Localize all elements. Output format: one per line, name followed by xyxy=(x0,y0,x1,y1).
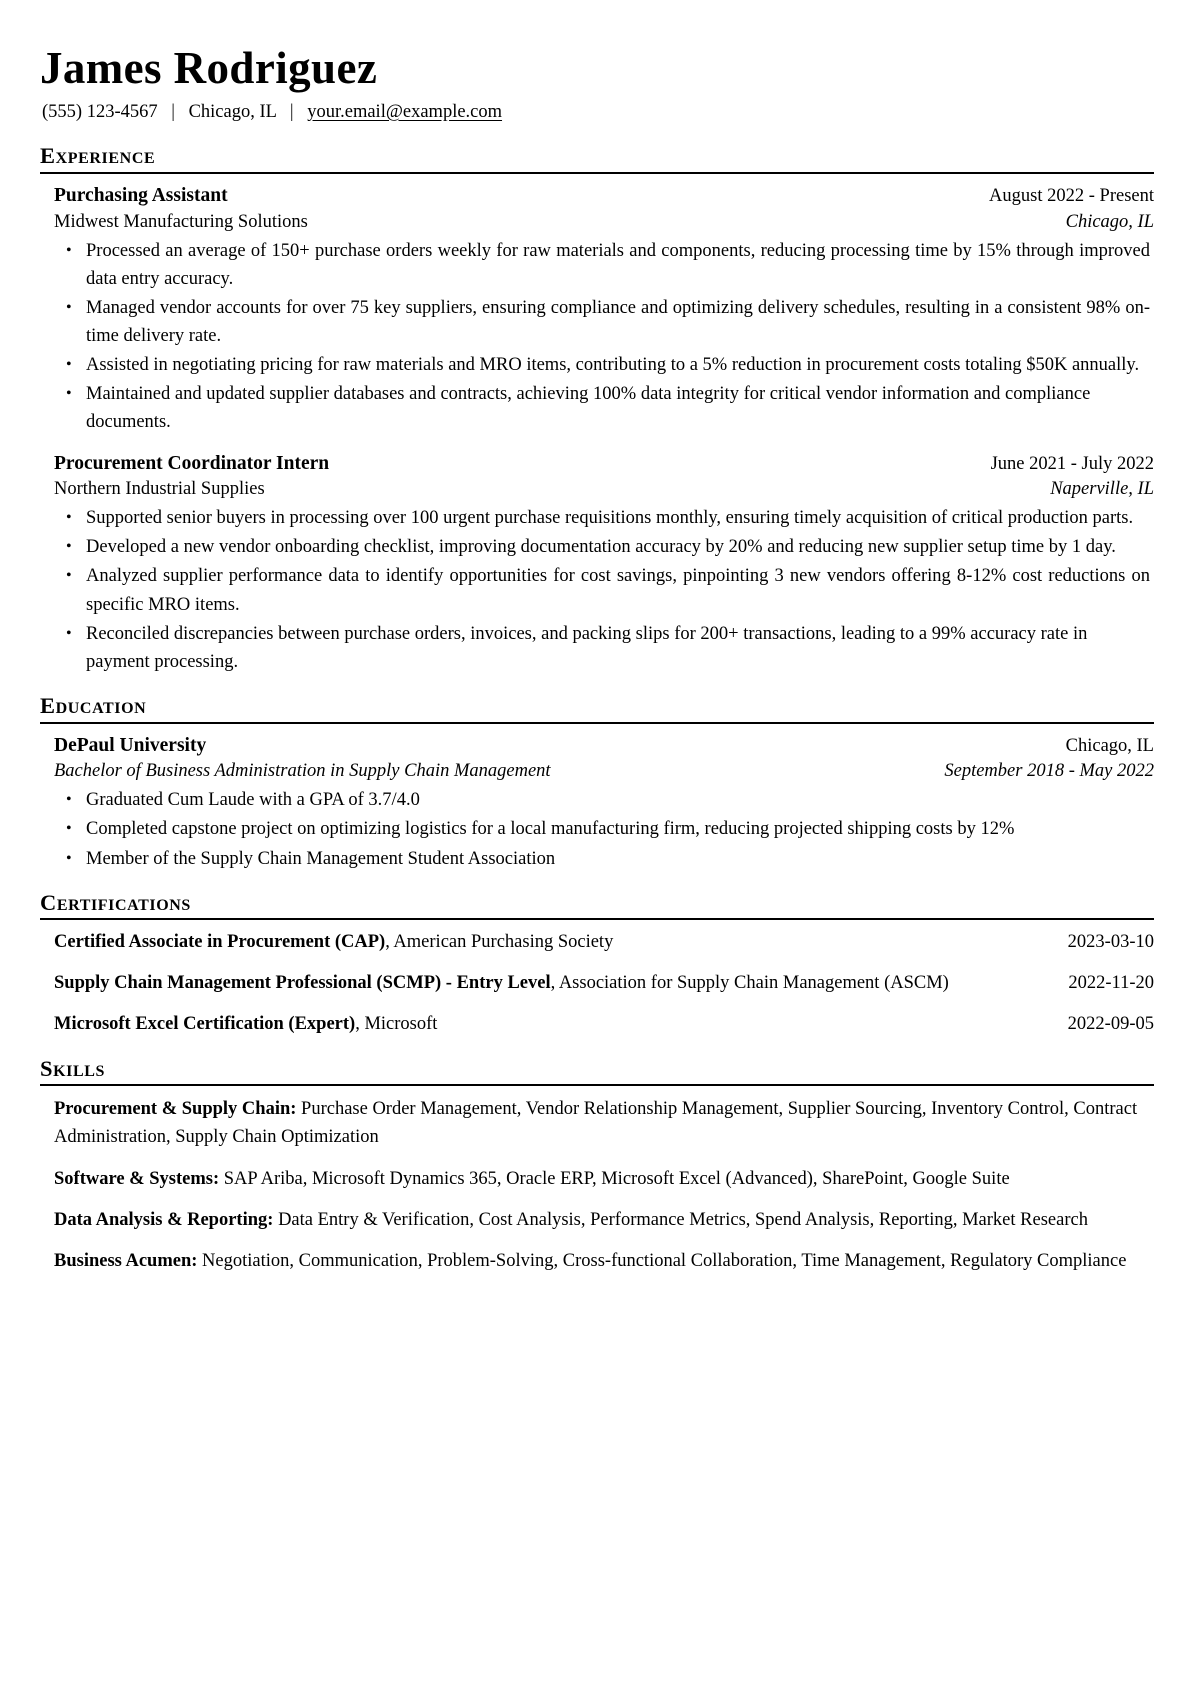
degree-name: Bachelor of Business Administration in Supply Chain Management xyxy=(54,761,551,782)
resume-header xyxy=(40,44,1154,126)
skill-items: SAP Ariba, Microsoft Dynamics 365, Oracle ERP, Microsoft Excel (Advanced), SharePoint, Google Suite xyxy=(219,1168,1010,1189)
education-entry xyxy=(40,733,1154,873)
phone-number: (555) 123-4567 xyxy=(42,101,158,122)
certification-entry xyxy=(40,1011,1154,1039)
contact-location: Chicago, IL xyxy=(188,101,277,122)
skill-items: Negotiation, Communication, Problem-Solving, Cross-functional Collaboration, Time Management, Regulatory Compliance xyxy=(197,1250,1127,1271)
email-link[interactable]: your.email@example.com xyxy=(307,101,503,122)
certification-text xyxy=(54,932,613,952)
job-date: August 2022 - Present xyxy=(989,186,1154,207)
job-date: June 2021 - July 2022 xyxy=(990,453,1154,474)
contact-line xyxy=(42,99,1154,127)
certification-name: Microsoft Excel Certification (Expert) xyxy=(54,1013,356,1034)
section-heading-education: Education xyxy=(40,692,147,718)
skill-category-row xyxy=(40,1165,1154,1193)
skill-category-label: Data Analysis & Reporting: xyxy=(54,1209,274,1230)
skill-items: Data Entry & Verification, Cost Analysis, Performance Metrics, Spend Analysis, Reporting, Market Research xyxy=(273,1209,1088,1230)
list-item: • Reconciled discrepancies between purchase orders, invoices, and packing slips for 200+ transactions, leading to a 99% accuracy rate in payment processing. xyxy=(40,620,1154,676)
list-item: • Completed capstone project on optimizing logistics for a local manufacturing firm, reducing projected shipping costs by 12% xyxy=(40,815,1154,843)
list-item: • Developed a new vendor onboarding checklist, improving documentation accuracy by 20% and reducing new supplier setup time by 1 day. xyxy=(40,533,1154,561)
job-title: Purchasing Assistant xyxy=(54,185,228,207)
experience-section xyxy=(40,144,1154,676)
education-degree-row xyxy=(40,759,1154,784)
job-location: Chicago, IL xyxy=(1065,211,1154,232)
certification-date: 2023-03-10 xyxy=(1067,932,1154,953)
job-bullet-list xyxy=(40,237,1154,437)
company-name: Northern Industrial Supplies xyxy=(54,479,265,500)
experience-title-row xyxy=(40,451,1154,478)
experience-entry xyxy=(40,183,1154,436)
job-bullet-list xyxy=(40,504,1154,676)
list-item: • Graduated Cum Laude with a GPA of 3.7/4.0 xyxy=(40,786,1154,814)
certifications-section xyxy=(40,891,1154,1039)
list-item: • Analyzed supplier performance data to identify opportunities for cost savings, pinpointing 3 new vendors offering 8-12% cost reductions on specific MRO items. xyxy=(40,562,1154,618)
section-heading-skills: Skills xyxy=(40,1055,106,1081)
certification-issuer: , American Purchasing Society xyxy=(385,932,614,953)
list-item: • Managed vendor accounts for over 75 key suppliers, ensuring compliance and optimizing delivery schedules, resulting in a consistent 98% on-time delivery rate. xyxy=(40,294,1154,350)
certification-issuer: , Microsoft xyxy=(355,1013,438,1034)
section-rule xyxy=(40,918,1154,920)
skill-category-label: Business Acumen: xyxy=(54,1250,198,1271)
certification-text xyxy=(54,1014,437,1034)
education-school-row xyxy=(40,733,1154,760)
job-location: Naperville, IL xyxy=(1050,479,1154,500)
skill-category-row xyxy=(40,1095,1154,1151)
education-dates: September 2018 - May 2022 xyxy=(944,761,1154,782)
section-rule xyxy=(40,722,1154,724)
certification-date: 2022-09-05 xyxy=(1067,1013,1154,1034)
company-name: Midwest Manufacturing Solutions xyxy=(54,211,308,232)
experience-company-row xyxy=(40,477,1154,502)
certification-text xyxy=(54,970,1014,998)
section-rule xyxy=(40,172,1154,174)
education-bullet-list xyxy=(40,786,1154,872)
school-name: DePaul University xyxy=(54,734,207,756)
candidate-name: James Rodriguez xyxy=(40,43,378,93)
skill-category-label: Software & Systems: xyxy=(54,1168,220,1189)
section-heading-certifications: Certifications xyxy=(40,889,191,915)
experience-entry xyxy=(40,451,1154,676)
contact-separator: | xyxy=(171,101,175,122)
certification-issuer: , Association for Supply Chain Management (ASCM) xyxy=(550,973,949,994)
experience-title-row xyxy=(40,183,1154,210)
skill-category-row xyxy=(40,1247,1154,1275)
list-item: • Processed an average of 150+ purchase orders weekly for raw materials and components, reducing processing time by 15% through improved data entry accuracy. xyxy=(40,237,1154,293)
list-item: • Member of the Supply Chain Management Student Association xyxy=(40,845,1154,873)
job-title: Procurement Coordinator Intern xyxy=(54,452,330,474)
education-section xyxy=(40,694,1154,873)
skill-items: Purchase Order Management, Vendor Relationship Management, Supplier Sourcing, Inventory Control, Contract Administration, Supply Chain Optimization xyxy=(54,1099,1138,1148)
school-location: Chicago, IL xyxy=(1065,735,1154,756)
list-item: • Maintained and updated supplier databases and contracts, achieving 100% data integrity for critical vendor information and compliance documents. xyxy=(40,380,1154,436)
list-item: • Assisted in negotiating pricing for raw materials and MRO items, contributing to a 5% reduction in procurement costs totaling $50K annually. xyxy=(40,351,1154,379)
contact-separator: | xyxy=(289,101,294,122)
skill-category-row xyxy=(40,1206,1154,1234)
section-rule xyxy=(40,1084,1154,1086)
certification-entry xyxy=(40,970,1154,998)
certification-name: Certified Associate in Procurement (CAP) xyxy=(54,932,386,953)
certification-name: Supply Chain Management Professional (SCMP) - Entry Level xyxy=(54,973,551,994)
certification-date: 2022-11-20 xyxy=(1068,973,1154,994)
certification-entry xyxy=(40,929,1154,957)
experience-company-row xyxy=(40,210,1154,235)
list-item: • Supported senior buyers in processing over 100 urgent purchase requisitions monthly, ensuring timely acquisition of critical production parts. xyxy=(40,504,1154,532)
section-heading-experience: Experience xyxy=(40,143,156,169)
skill-category-label: Procurement & Supply Chain: xyxy=(54,1099,297,1120)
skills-section xyxy=(40,1057,1154,1275)
